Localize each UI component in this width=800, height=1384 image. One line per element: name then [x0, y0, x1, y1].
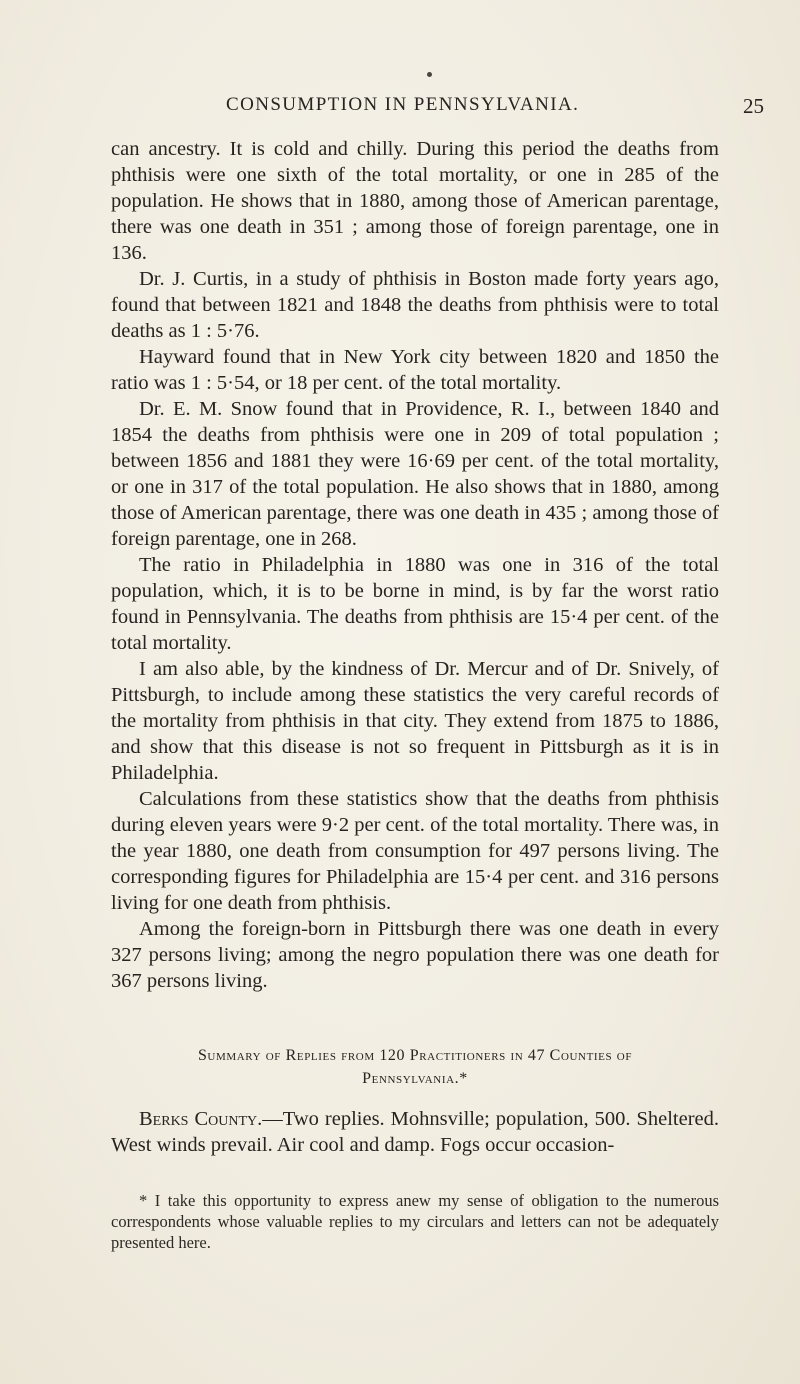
page-number: 25 — [743, 94, 764, 118]
paragraph-curtis: Dr. J. Curtis, in a study of phthisis in Boston made forty years ago, found that between 1821 and 1848 the deaths from phthisis were to total deaths as 1 : 5·76. — [111, 268, 719, 342]
section-heading — [111, 1044, 719, 1090]
paragraph-continuation: can ancestry. It is cold and chilly. During this period the deaths from phthisis were one sixth of the total mortality, or one in 285 of the population. He shows that in 1880, among those of American parentage, there was one death in 351 ; among those of foreign parentage, one in 136. — [111, 138, 719, 264]
ink-dot — [427, 72, 432, 77]
running-title: CONSUMPTION IN PENNSYLVANIA. — [226, 94, 580, 115]
county-text: —Two replies. Mohnsville; population, 500. Sheltered. West winds prevail. Air cool and damp. Fogs occur occasion- — [111, 1108, 719, 1156]
county-paragraph — [111, 1106, 719, 1158]
paragraph-hayward: Hayward found that in New York city between 1820 and 1850 the ratio was 1 : 5·54, or 18 per cent. of the total mortality. — [111, 346, 719, 394]
footnote: * I take this opportunity to express anew my sense of obligation to the numerous correspondents whose valuable replies to my circulars and letters can not be adequately presented here. — [111, 1191, 719, 1252]
county-entry — [111, 1106, 719, 1158]
section-heading-line-1: Summary of Replies from 120 Practitioners in 47 Counties of — [197, 1047, 633, 1064]
paragraph-pittsburgh: I am also able, by the kindness of Dr. Mercur and of Dr. Snively, of Pittsburgh, to include among these statistics the very careful records of the mortality from phthisis in that city. They extend from 1875 to 1886, and show that this disease is not so frequent in Pittsburgh as it is in Philadelphia. — [111, 658, 719, 784]
section-heading-line-2: Pennsylvania.* — [362, 1070, 468, 1087]
running-head — [0, 94, 800, 124]
body-text — [111, 136, 719, 994]
paragraph-foreign-born: Among the foreign-born in Pittsburgh there was one death in every 327 persons living; among the negro population there was one death for 367 persons living. — [111, 918, 719, 992]
paragraph-calculations: Calculations from these statistics show that the deaths from phthisis during eleven years were 9·2 per cent. of the total mortality. There was, in the year 1880, one death from consumption for 497 persons living. The corresponding figures for Philadelphia are 15·4 per cent. and 316 persons living for one death from phthisis. — [111, 788, 719, 914]
paragraph-philadelphia: The ratio in Philadelphia in 1880 was one in 316 of the total population, which, it is to be borne in mind, is by far the worst ratio found in Pennsylvania. The deaths from phthisis are 15·4 per cent. of the total mortality. — [111, 554, 719, 654]
county-name: Berks County. — [139, 1108, 263, 1130]
paragraph-snow: Dr. E. M. Snow found that in Providence, R. I., between 1840 and 1854 the deaths from phthisis were one in 209 of total population ; between 1856 and 1881 they were 16·69 per cent. of the total mortality, or one in 317 of the total population. He also shows that in 1880, among those of American parentage, there was one death in 435 ; among those of foreign parentage, one in 268. — [111, 398, 719, 550]
